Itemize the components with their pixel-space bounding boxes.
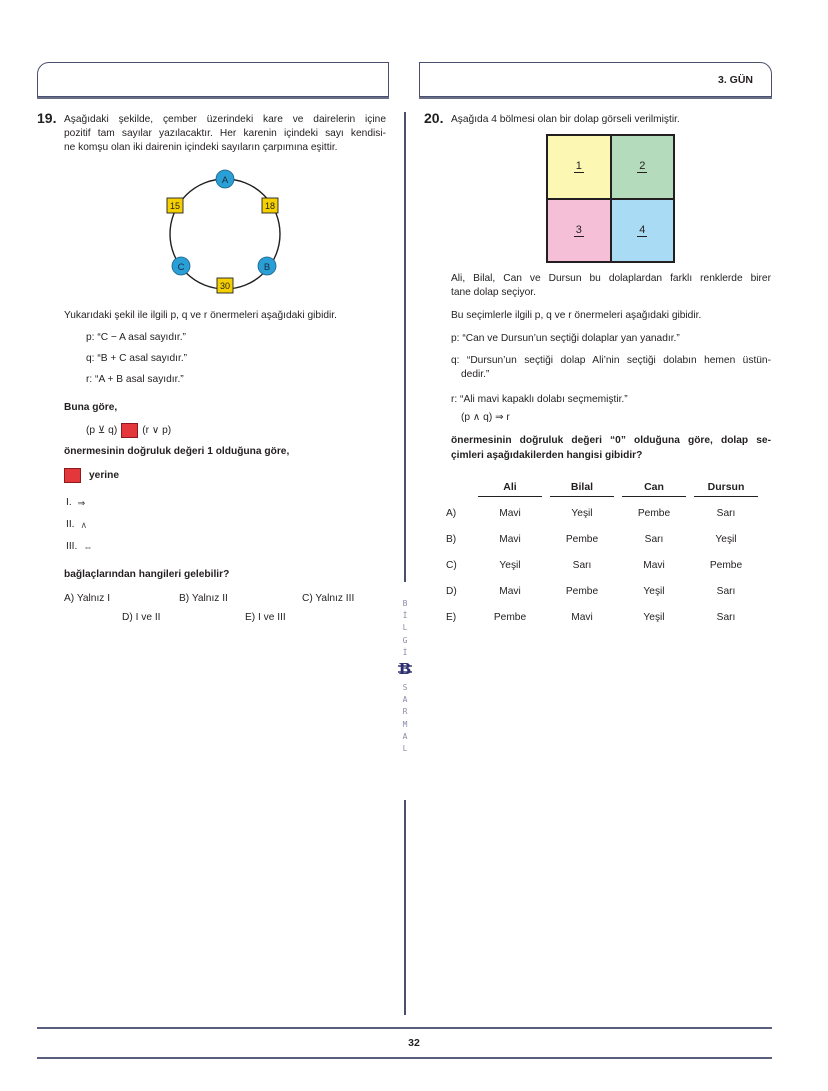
cabinet-compartment-4: 4: [611, 199, 675, 263]
implies-icon: ⇒: [77, 498, 86, 508]
q20-question-line-1: önermesinin doğruluk değeri “0” olduğuna göre, dolap se-: [451, 435, 771, 446]
col-header-ali: Ali: [474, 481, 546, 500]
cabinet-compartment-3: 3: [547, 199, 611, 263]
brand-letter: İ: [402, 611, 408, 621]
table-cell: Sarı: [644, 533, 664, 545]
square-node-18: [262, 198, 278, 213]
q20-statement-q-line-2: dedir.”: [461, 369, 490, 380]
brand-letter: A: [402, 731, 408, 741]
table-row[interactable]: [446, 604, 762, 630]
table-row[interactable]: [446, 500, 762, 526]
q20-statement-q-line-1: q: “Dursun’un seçtiği dolap Ali’nin seçtiği dolabın hemen üstün-: [451, 355, 771, 366]
table-header-row: [446, 481, 762, 500]
q19-choice-d[interactable]: D) I ve II: [122, 612, 161, 623]
brand-letter: S: [402, 683, 408, 693]
table-cell: Sarı: [572, 559, 592, 571]
table-cell: Mavi: [499, 507, 521, 519]
square-node-30: [217, 278, 233, 293]
col-header-dursun: Dursun: [690, 481, 762, 500]
day-label: 3. GÜN: [717, 74, 753, 86]
placeholder-label: yerine: [89, 469, 120, 481]
svg-text:30: 30: [219, 281, 231, 291]
q20-expression: (p ∧ q) ⇒ r: [461, 412, 510, 423]
q19-expression: [86, 423, 171, 438]
and-icon: ∧: [80, 520, 88, 530]
svg-text:C: C: [177, 262, 185, 273]
table-cell: Yeşil: [571, 507, 593, 519]
iff-icon: ⇔: [83, 542, 93, 552]
publisher-brand: [396, 598, 414, 755]
question-20-number: 20.: [424, 110, 444, 126]
circle-diagram: [160, 166, 290, 296]
col-header-can: Can: [618, 481, 690, 500]
table-cell: Mavi: [499, 533, 521, 545]
table-cell: Sarı: [716, 507, 736, 519]
q19-choice-c[interactable]: C) Yalnız III: [302, 593, 355, 604]
table-cell: Yeşil: [643, 585, 665, 597]
q19-intro-line-3: ne komşu olan iki dairenin içindeki sayıların çarpımına eşittir.: [64, 142, 338, 153]
q19-choice-e[interactable]: E) I ve III: [245, 612, 286, 623]
header-right-box: [419, 62, 772, 97]
cabinet-compartment-1: 1: [547, 135, 611, 199]
table-cell: Pembe: [709, 559, 743, 571]
q19-statement-r: r: “A + B asal sayıdır.”: [86, 374, 184, 385]
svg-text:A: A: [221, 175, 229, 186]
brand-letter: L: [402, 744, 408, 754]
table-cell: Mavi: [499, 585, 521, 597]
q20-statement-r: r: “Ali mavi kapaklı dolabı seçmemiştir.”: [451, 394, 628, 405]
circle-node-b: [258, 257, 276, 275]
brand-letter: M: [402, 719, 408, 729]
svg-text:B: B: [398, 661, 412, 678]
q20-options-table: [446, 481, 762, 630]
page-number: 32: [408, 1037, 420, 1049]
table-cell: Mavi: [571, 611, 593, 623]
table-cell: Sarı: [716, 585, 736, 597]
table-cell: Pembe: [637, 507, 671, 519]
q19-statement-q: q: “B + C asal sayıdır.”: [86, 353, 188, 364]
brand-letter: G: [402, 635, 408, 645]
q20-intro: Aşağıda 4 bölmesi olan bir dolap görseli verilmiştir.: [451, 114, 680, 125]
table-row[interactable]: [446, 578, 762, 604]
q20-statement-p: p: “Can ve Dursun’un seçtiği dolaplar yan yanadır.”: [451, 333, 680, 344]
brand-letter: L: [402, 623, 408, 633]
option-label[interactable]: E): [446, 611, 457, 623]
expr-right: (r ∨ p): [142, 424, 172, 436]
blank-connective-box: [64, 468, 81, 483]
header-left-box: [37, 62, 389, 97]
brand-letter: B: [402, 599, 408, 608]
table-cell: Yeşil: [643, 611, 665, 623]
svg-text:B: B: [263, 262, 271, 273]
table-row[interactable]: [446, 526, 762, 552]
table-cell: Pembe: [565, 533, 599, 545]
q19-intro-line-2: pozitif tam sayılar yazılacaktır. Her karenin içindeki sayı kendisi-: [64, 128, 386, 139]
option-label[interactable]: D): [446, 585, 457, 597]
brand-letter: A: [402, 695, 408, 705]
q19-placeholder-line: [64, 468, 119, 483]
svg-text:15: 15: [169, 201, 181, 211]
q20-desc-line-2: tane dolap seçiyor.: [451, 287, 536, 298]
table-cell: Sarı: [716, 611, 736, 623]
brand-letter: İ: [402, 647, 408, 657]
option-label[interactable]: B): [446, 533, 457, 545]
connective-option-3: [66, 540, 92, 554]
connective-option-1: [66, 496, 85, 510]
roman-numeral: II.: [66, 519, 75, 530]
table-cell: Yeşil: [715, 533, 737, 545]
col-header-bilal: Bilal: [546, 481, 618, 500]
q19-statement-p: p: “C − A asal sayıdır.”: [86, 332, 186, 343]
roman-numeral: III.: [66, 541, 78, 552]
connective-option-2: [66, 518, 87, 532]
circle-node-c: [172, 257, 190, 275]
option-label[interactable]: C): [446, 559, 457, 571]
footer-rule-top: [37, 1027, 772, 1029]
roman-numeral: I.: [66, 497, 72, 508]
blank-connective-box: [121, 423, 138, 438]
table-row[interactable]: [446, 552, 762, 578]
table-cell: Yeşil: [499, 559, 521, 571]
expr-left: (p ⊻ q): [86, 424, 118, 436]
q20-statements-intro: Bu seçimlerle ilgili p, q ve r önermeleri aşağıdaki gibidir.: [451, 310, 702, 321]
cabinet-diagram: [546, 134, 675, 263]
footer-rule-bottom: [37, 1057, 772, 1059]
q19-buna-gore: Buna göre,: [64, 402, 118, 413]
q19-statements-intro: Yukarıdaki şekil ile ilgili p, q ve r önermeleri aşağıdaki gibidir.: [64, 310, 337, 321]
svg-text:18: 18: [264, 201, 276, 211]
brand-letter: R: [402, 707, 408, 717]
table-cell: Mavi: [643, 559, 665, 571]
publisher-logo-icon: [396, 661, 414, 680]
column-divider-bottom: [404, 800, 406, 1015]
q19-intro-line-1: Aşağıdaki şekilde, çember üzerindeki kare ve dairelerin içine: [64, 114, 386, 125]
q19-condition: önermesinin doğruluk değeri 1 olduğuna göre,: [64, 446, 290, 457]
question-19-number: 19.: [37, 110, 57, 126]
q20-desc-line-1: Ali, Bilal, Can ve Dursun bu dolaplardan farklı renklerde birer: [451, 273, 771, 284]
q19-choice-a[interactable]: A) Yalnız I: [64, 593, 111, 604]
table-cell: Pembe: [493, 611, 527, 623]
square-node-15: [167, 198, 183, 213]
q19-choice-b[interactable]: B) Yalnız II: [179, 593, 228, 604]
cabinet-compartment-2: 2: [611, 135, 675, 199]
table-cell: Pembe: [565, 585, 599, 597]
circle-node-a: [216, 170, 234, 188]
column-divider-top: [404, 112, 406, 582]
option-label[interactable]: A): [446, 507, 457, 519]
q19-question: bağlaçlarından hangileri gelebilir?: [64, 569, 230, 580]
q20-question-line-2: çimleri aşağıdakilerden hangisi gibidir?: [451, 450, 643, 461]
